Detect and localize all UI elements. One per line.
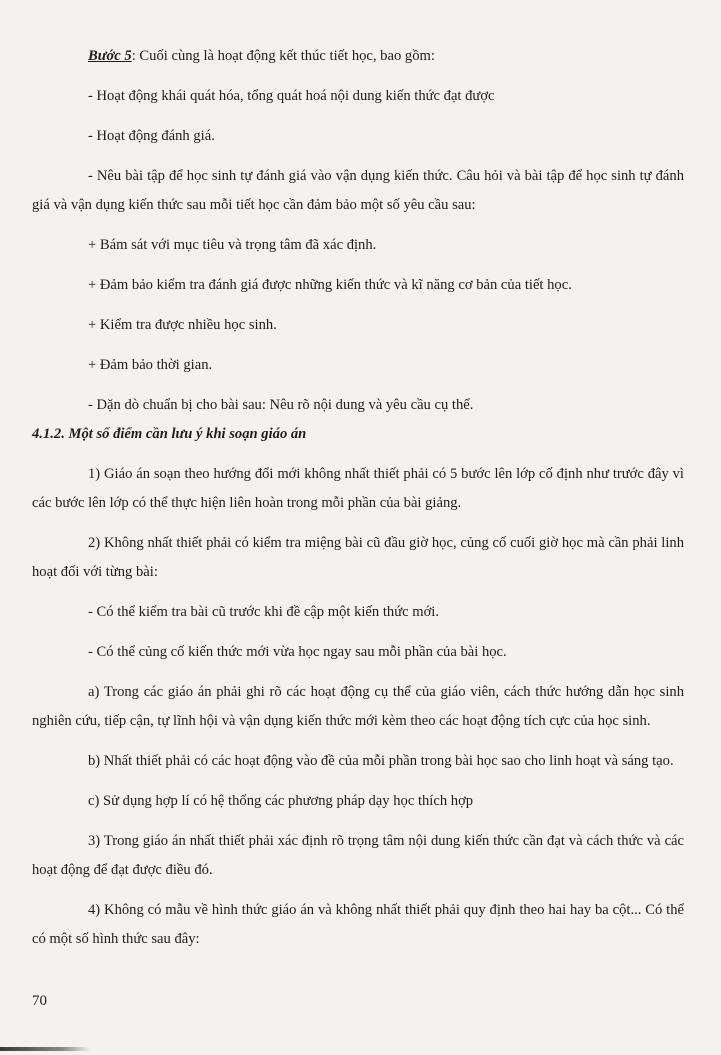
note-2: 2) Không nhất thiết phải có kiểm tra miệng bài cũ đầu giờ học, củng cố cuối giờ học mà cần phải linh hoạt đối với từng bài: [32,535,684,580]
requirement-item: + Đảm bảo thời gian. [88,357,213,373]
section-heading: 4.1.2. Một số điểm cần lưu ý khi soạn giáo án [32,426,307,442]
note-3: 3) Trong giáo án nhất thiết phải xác định rõ trọng tâm nội dung kiến thức cần đạt và cách thức và các hoạt động để đạt được điều đó. [32,833,684,878]
note-c: c) Sử dụng hợp lí có hệ thống các phương pháp dạy học thích hợp [88,793,474,809]
homework-line: - Dặn dò chuẩn bị cho bài sau: Nêu rõ nội dung và yêu cầu cụ thể. [88,397,474,413]
note-2-item: - Có thể củng cố kiến thức mới vừa học ngay sau mỗi phần của bài học. [88,644,507,660]
exercise-paragraph: - Nêu bài tập để học sinh tự đánh giá vào vận dụng kiến thức. Câu hỏi và bài tập để học sinh tự đánh giá và vận dụng kiến thức sau mỗi tiết học cần đảm bảo một số yêu cầu sau: [32,168,684,213]
requirement-item: + Đảm bảo kiểm tra đánh giá được những kiến thức và kĩ năng cơ bản của tiết học. [88,277,572,293]
summary-activity: - Hoạt động khái quát hóa, tổng quát hoá nội dung kiến thức đạt được [88,88,495,104]
note-4: 4) Không có mẫu về hình thức giáo án và không nhất thiết phải quy định theo hai hay ba cột... Có thể có một số hình thức sau đây: [32,902,684,947]
page-number: 70 [32,993,47,1009]
step5-line [32,42,684,71]
assessment-activity: - Hoạt động đánh giá. [88,128,215,144]
page-content [32,42,684,954]
requirement-item: + Bám sát với mục tiêu và trọng tâm đã xác định. [88,237,377,253]
note-a: a) Trong các giáo án phải ghi rõ các hoạt động cụ thể của giáo viên, cách thức hướng dẫn học sinh nghiên cứu, tiếp cận, tự lĩnh hội và vận dụng kiến thức mới kèm theo các hoạt động tích cực của học sinh. [32,684,684,729]
requirement-item: + Kiểm tra được nhiều học sinh. [88,317,277,333]
step5-text: : Cuối cùng là hoạt động kết thúc tiết học, bao gồm: [131,48,435,64]
note-1: 1) Giáo án soạn theo hướng đổi mới không nhất thiết phải có 5 bước lên lớp cố định như trước đây vì các bước lên lớp có thể thực hiện liên hoàn trong mỗi phần của bài giảng. [32,466,684,511]
note-b: b) Nhất thiết phải có các hoạt động vào đề của mỗi phần trong bài học sao cho linh hoạt và sáng tạo. [88,753,674,769]
note-2-item: - Có thể kiểm tra bài cũ trước khi đề cập một kiến thức mới. [88,604,440,620]
scan-edge-mark [0,1047,90,1051]
step5-label: Bước 5 [88,48,132,64]
